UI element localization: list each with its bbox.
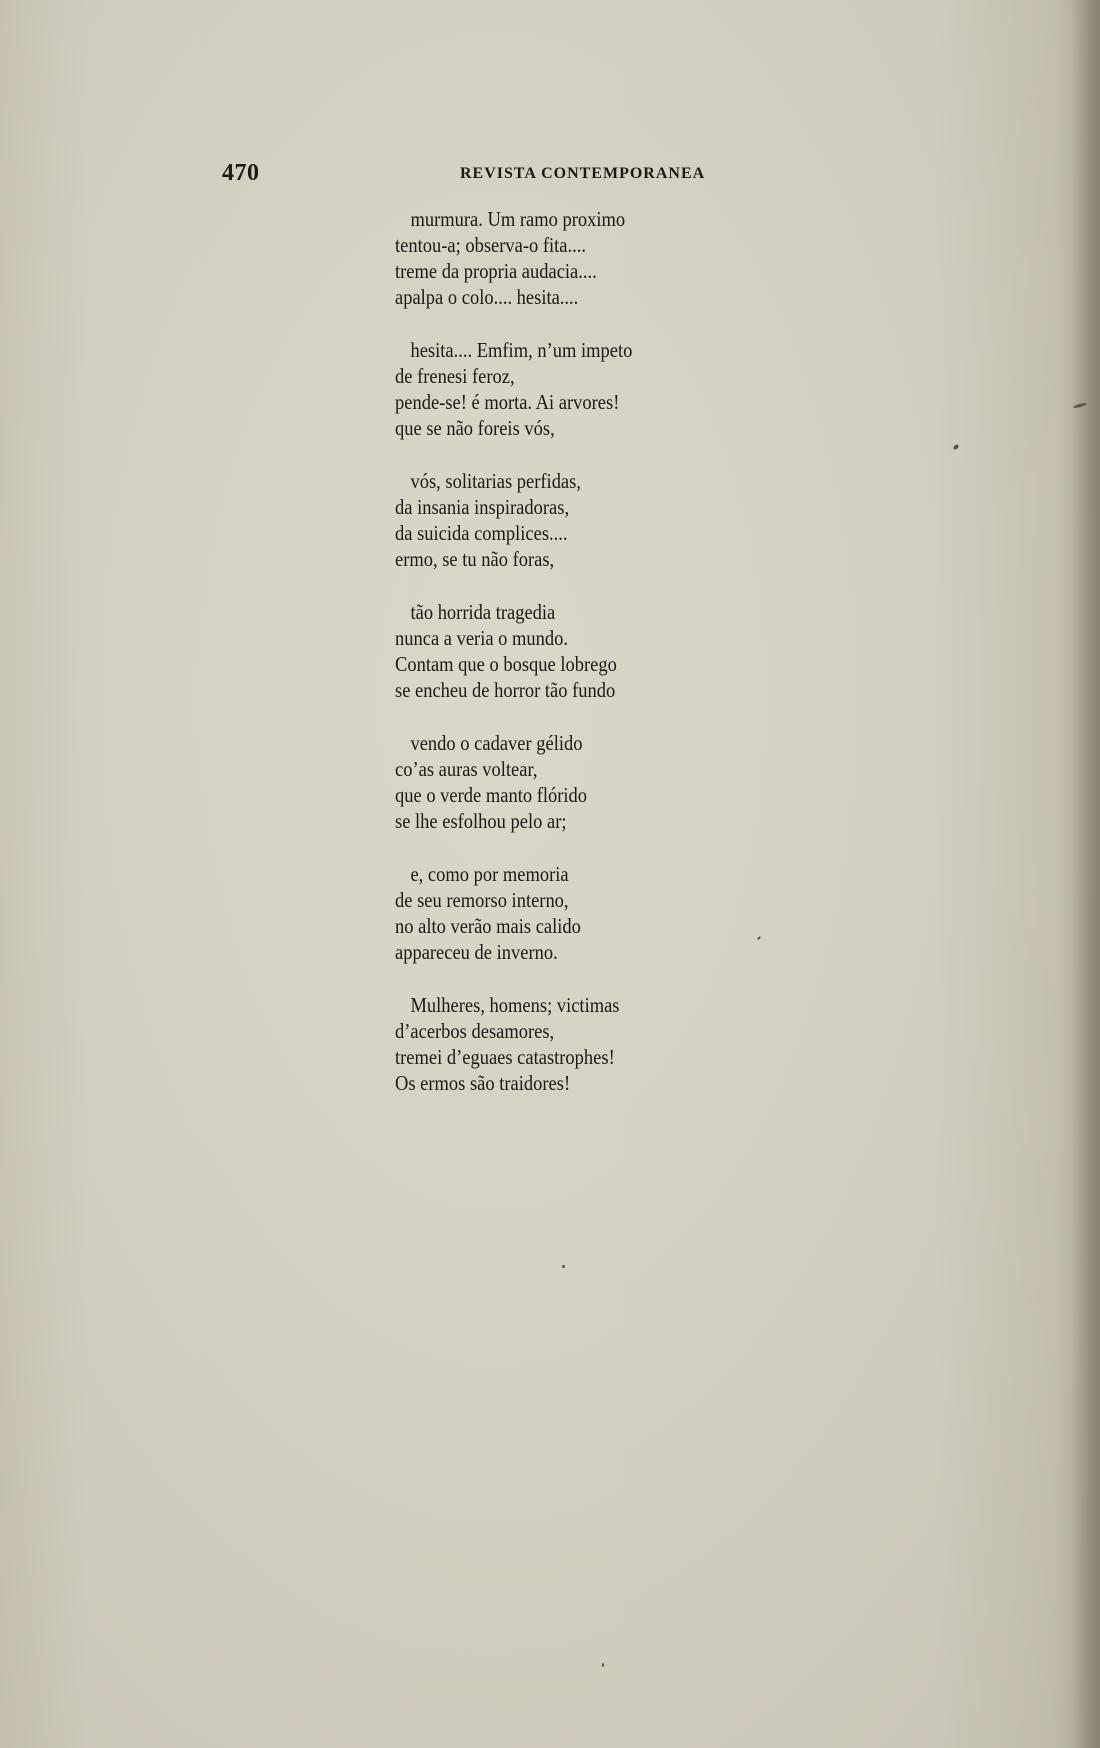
paper-speck	[562, 1265, 565, 1268]
poem-line: ermo, se tu não foras,	[395, 547, 555, 571]
poem-line: que se não foreis vós,	[395, 416, 555, 440]
poem-line: co’as auras voltear,	[395, 757, 538, 781]
poem-line: e, como por memoria	[410, 862, 569, 886]
poem-line: pende-se! é morta. Ai arvores!	[395, 390, 620, 414]
poem-line: apalpa o colo.... hesita....	[395, 285, 579, 309]
poem-line: treme da propria audacia....	[395, 259, 597, 283]
poem-line: no alto verão mais calido	[395, 914, 581, 938]
poem-line: Contam que o bosque lobrego	[395, 652, 617, 676]
stanza	[395, 861, 735, 965]
stanza	[395, 730, 735, 834]
stanza	[395, 337, 735, 441]
poem-line: se lhe esfolhou pelo ar;	[395, 809, 567, 833]
poem-line: vendo o cadaver gélido	[410, 731, 583, 755]
paper-speck	[602, 1663, 604, 1667]
poem-line: Mulheres, homens; victimas	[410, 993, 620, 1017]
page-number: 470	[222, 160, 260, 186]
poem-line: tão horrida tragedia	[410, 600, 556, 624]
poem-line: d’acerbos desamores,	[395, 1019, 555, 1043]
poem-line: se encheu de horror tão fundo	[395, 678, 616, 702]
poem-line: vós, solitarias perfidas,	[410, 469, 581, 493]
stanza	[395, 206, 735, 310]
paper-speck	[757, 936, 761, 940]
poem-line: de frenesi feroz,	[395, 364, 515, 388]
stanza	[395, 468, 735, 572]
poem	[395, 206, 735, 1123]
poem-line: de seu remorso interno,	[395, 888, 569, 912]
poem-line: que o verde manto flórido	[395, 783, 588, 807]
poem-line: Os ermos são traidores!	[395, 1071, 571, 1095]
stanza	[395, 992, 735, 1096]
poem-line: nunca a veria o mundo.	[395, 626, 569, 650]
poem-line: tremei d’eguaes catastrophes!	[395, 1045, 615, 1069]
poem-line: da insania inspiradoras,	[395, 495, 570, 519]
poem-line: appareceu de inverno.	[395, 940, 558, 964]
running-title: REVISTA CONTEMPORANEA	[460, 165, 706, 182]
poem-line: tentou-a; observa-o fita....	[395, 233, 587, 257]
stanza	[395, 599, 735, 703]
poem-line: hesita.... Emfim, n’um impeto	[410, 338, 633, 362]
poem-line: da suicida complices....	[395, 521, 568, 545]
poem-line: murmura. Um ramo proximo	[410, 207, 626, 231]
paper-speck	[952, 444, 959, 451]
spine-shadow	[1072, 0, 1100, 1748]
